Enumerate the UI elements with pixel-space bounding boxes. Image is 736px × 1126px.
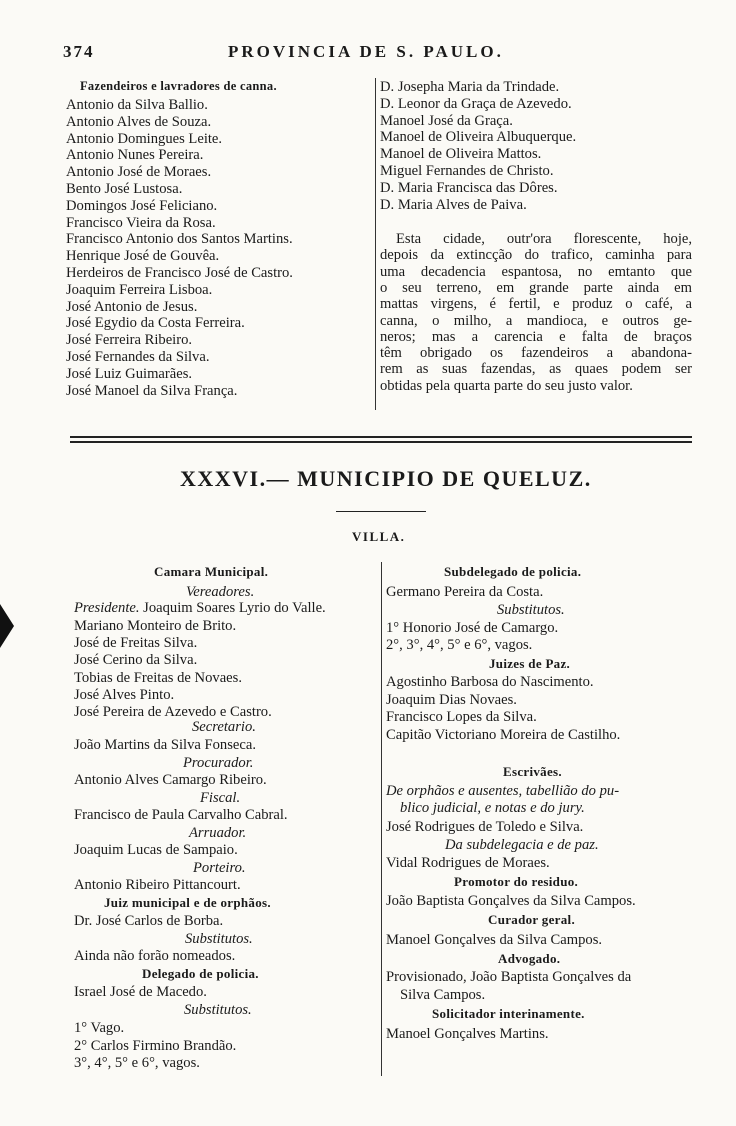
list-item: José Ferreira Ribeiro. bbox=[66, 332, 193, 349]
list-item: Antonio Nunes Pereira. bbox=[66, 147, 204, 164]
advogado-line-1: Provisionado, João Baptista Gonçalves da bbox=[386, 969, 632, 985]
subdelegado-sub-1: 1° Honorio José de Camargo. bbox=[386, 620, 559, 636]
advogado-line-2: Silva Campos. bbox=[400, 987, 486, 1003]
paragraph-line: neros; mas a carencia e falta de braços bbox=[380, 328, 692, 345]
escrivao-1: José Rodrigues de Toledo e Silva. bbox=[386, 819, 584, 835]
binding-mark bbox=[0, 604, 14, 648]
curador-name: Manoel Gonçalves da Silva Campos. bbox=[386, 932, 603, 948]
juiz-de-paz-name: Joaquim Dias Novaes. bbox=[386, 691, 517, 708]
escrivaes-text-2: blico judicial, e notas e do jury. bbox=[400, 800, 585, 816]
paragraph-line: canna, o milho, a mandioca, e outros ge- bbox=[380, 312, 692, 329]
juiz-de-paz-name: Capitão Victoriano Moreira de Castilho. bbox=[386, 726, 621, 743]
fiscal-label: Fiscal. bbox=[200, 790, 241, 806]
escrivaes-heading: Escrivães. bbox=[503, 764, 562, 779]
running-title: PROVINCIA DE S. PAULO. bbox=[228, 42, 504, 61]
arruador-label: Arruador. bbox=[189, 825, 247, 841]
list-item: José Fernandes da Silva. bbox=[66, 349, 210, 365]
list-item: Henrique José de Gouvêa. bbox=[66, 248, 220, 265]
column-divider bbox=[375, 78, 376, 410]
presidente-name: Joaquim Soares Lyrio do Valle. bbox=[143, 600, 326, 616]
list-item: D. Josepha Maria da Trindade. bbox=[380, 79, 560, 95]
section-rule-bottom bbox=[70, 441, 692, 443]
delegado-sub-1: 1° Vago. bbox=[74, 1020, 125, 1036]
porteiro-name: Antonio Ribeiro Pittancourt. bbox=[74, 877, 241, 893]
list-item: D. Maria Alves de Paiva. bbox=[380, 196, 527, 213]
paragraph-line: rem as suas fazendas, as quaes podem ser bbox=[380, 361, 692, 378]
presidente-line bbox=[74, 600, 326, 617]
list-item: Antonio José de Moraes. bbox=[66, 164, 212, 181]
delegado-heading: Delegado de policia. bbox=[142, 966, 259, 981]
list-item: Miguel Fernandes de Christo. bbox=[380, 163, 554, 179]
list-item: D. Maria Francisca das Dôres. bbox=[380, 179, 558, 196]
list-item: José Luiz Guimarães. bbox=[66, 365, 193, 382]
list-item: Herdeiros de Francisco José de Castro. bbox=[66, 265, 293, 281]
vereador-name: José Alves Pinto. bbox=[74, 686, 175, 703]
list-item: Bento José Lustosa. bbox=[66, 181, 183, 197]
subdelegado-name: Germano Pereira da Costa. bbox=[386, 584, 544, 600]
procurador-name: Antonio Alves Camargo Ribeiro. bbox=[74, 772, 267, 788]
arruador-name: Joaquim Lucas de Sampaio. bbox=[74, 842, 238, 858]
juiz-de-paz-name: Francisco Lopes da Silva. bbox=[386, 709, 537, 725]
delegado-substitutos-label: Substitutos. bbox=[184, 1002, 252, 1018]
solicitador-heading: Solicitador interinamente. bbox=[432, 1006, 585, 1021]
list-item: Manoel de Oliveira Albuquerque. bbox=[380, 129, 577, 146]
promotor-name: João Baptista Gonçalves da Silva Campos. bbox=[386, 893, 636, 909]
escrivaes-text-3: Da subdelegacia e de paz. bbox=[445, 837, 599, 853]
delegado-sub-3: 3°, 4°, 5° e 6°, vagos. bbox=[74, 1055, 200, 1071]
list-item: José Manoel da Silva França. bbox=[66, 382, 238, 399]
subdelegado-sub-2: 2°, 3°, 4°, 5° e 6°, vagos. bbox=[386, 637, 533, 653]
paragraph-line: obtidas pela quarta parte do seu justo valor. bbox=[380, 377, 633, 394]
procurador-label: Procurador. bbox=[183, 755, 254, 771]
secretario-label: Secretario. bbox=[192, 719, 256, 735]
list-item: Francisco Vieira da Rosa. bbox=[66, 214, 216, 231]
section-rule-top bbox=[70, 436, 692, 438]
paragraph-line: mattas virgens, é fertil, e produz o café, a bbox=[380, 296, 692, 313]
title-underline bbox=[336, 511, 426, 512]
juiz-de-paz-name: Agostinho Barbosa do Nascimento. bbox=[386, 674, 594, 690]
list-item: Manoel de Oliveira Mattos. bbox=[380, 146, 542, 163]
list-item: Antonio Alves de Souza. bbox=[66, 113, 212, 130]
paragraph-line: o seu terreno, em grande parte ainda em bbox=[380, 279, 692, 296]
list-item: José Antonio de Jesus. bbox=[66, 298, 198, 315]
list-item: Joaquim Ferreira Lisboa. bbox=[66, 281, 213, 298]
list-item: Domingos José Feliciano. bbox=[66, 197, 218, 214]
section-subtitle: VILLA. bbox=[352, 529, 406, 544]
vereador-name: Tobias de Freitas de Novaes. bbox=[74, 669, 242, 686]
advogado-heading: Advogado. bbox=[498, 951, 561, 966]
list-item: Manoel José da Graça. bbox=[380, 112, 513, 129]
promotor-heading: Promotor do residuo. bbox=[454, 874, 579, 889]
secretario-name: João Martins da Silva Fonseca. bbox=[74, 737, 256, 753]
vereadores-label: Vereadores. bbox=[186, 584, 255, 600]
vereador-name: José Cerino da Silva. bbox=[74, 652, 198, 669]
camara-heading: Camara Municipal. bbox=[154, 564, 269, 579]
delegado-name: Israel José de Macedo. bbox=[74, 984, 207, 1000]
subdelegado-substitutos-label: Substitutos. bbox=[497, 602, 565, 618]
list-item: D. Leonor da Graça de Azevedo. bbox=[380, 95, 572, 112]
juiz-heading: Juiz municipal e de orphãos. bbox=[104, 895, 271, 910]
escrivaes-text-1: De orphãos e ausentes, tabellião do pu- bbox=[386, 783, 620, 799]
section-title: XXXVI.— MUNICIPIO DE QUELUZ. bbox=[180, 466, 592, 491]
paragraph-line: depois da extincção do trafico, caminha para bbox=[380, 247, 692, 264]
list-item: Antonio Domingues Leite. bbox=[66, 130, 223, 147]
porteiro-label: Porteiro. bbox=[193, 860, 246, 876]
vereador-name: José de Freitas Silva. bbox=[74, 635, 198, 652]
escrivao-2: Vidal Rodrigues de Moraes. bbox=[386, 855, 550, 871]
juiz-name: Dr. José Carlos de Borba. bbox=[74, 913, 224, 929]
fiscal-name: Francisco de Paula Carvalho Cabral. bbox=[74, 807, 288, 823]
page-number: 374 bbox=[63, 42, 95, 61]
vereador-name: Mariano Monteiro de Brito. bbox=[74, 618, 237, 634]
juiz-substitutos-label: Substitutos. bbox=[185, 931, 253, 947]
list-item: Antonio da Silva Ballio. bbox=[66, 97, 208, 113]
paragraph-line: uma decadencia espantosa, no emtanto que bbox=[380, 263, 692, 280]
presidente-label: Presidente. bbox=[74, 600, 140, 616]
paragraph-line: Esta cidade, outr'ora florescente, hoje, bbox=[396, 231, 692, 247]
vereador-name: José Pereira de Azevedo e Castro. bbox=[74, 704, 272, 720]
juiz-substitutos-text: Ainda não forão nomeados. bbox=[74, 948, 236, 964]
delegado-sub-2: 2° Carlos Firmino Brandão. bbox=[74, 1038, 237, 1054]
list-item: José Egydio da Costa Ferreira. bbox=[66, 315, 245, 332]
solicitador-name: Manoel Gonçalves Martins. bbox=[386, 1026, 549, 1042]
juizes-heading: Juizes de Paz. bbox=[489, 656, 571, 671]
list-heading: Fazendeiros e lavradores de canna. bbox=[80, 79, 277, 93]
list-item: Francisco Antonio dos Santos Martins. bbox=[66, 231, 293, 248]
column-divider-lower bbox=[381, 562, 382, 1076]
subdelegado-heading: Subdelegado de policia. bbox=[444, 564, 582, 579]
curador-heading: Curador geral. bbox=[488, 912, 576, 927]
paragraph-line: têm obrigado os fazendeiros a abandona- bbox=[380, 345, 692, 362]
